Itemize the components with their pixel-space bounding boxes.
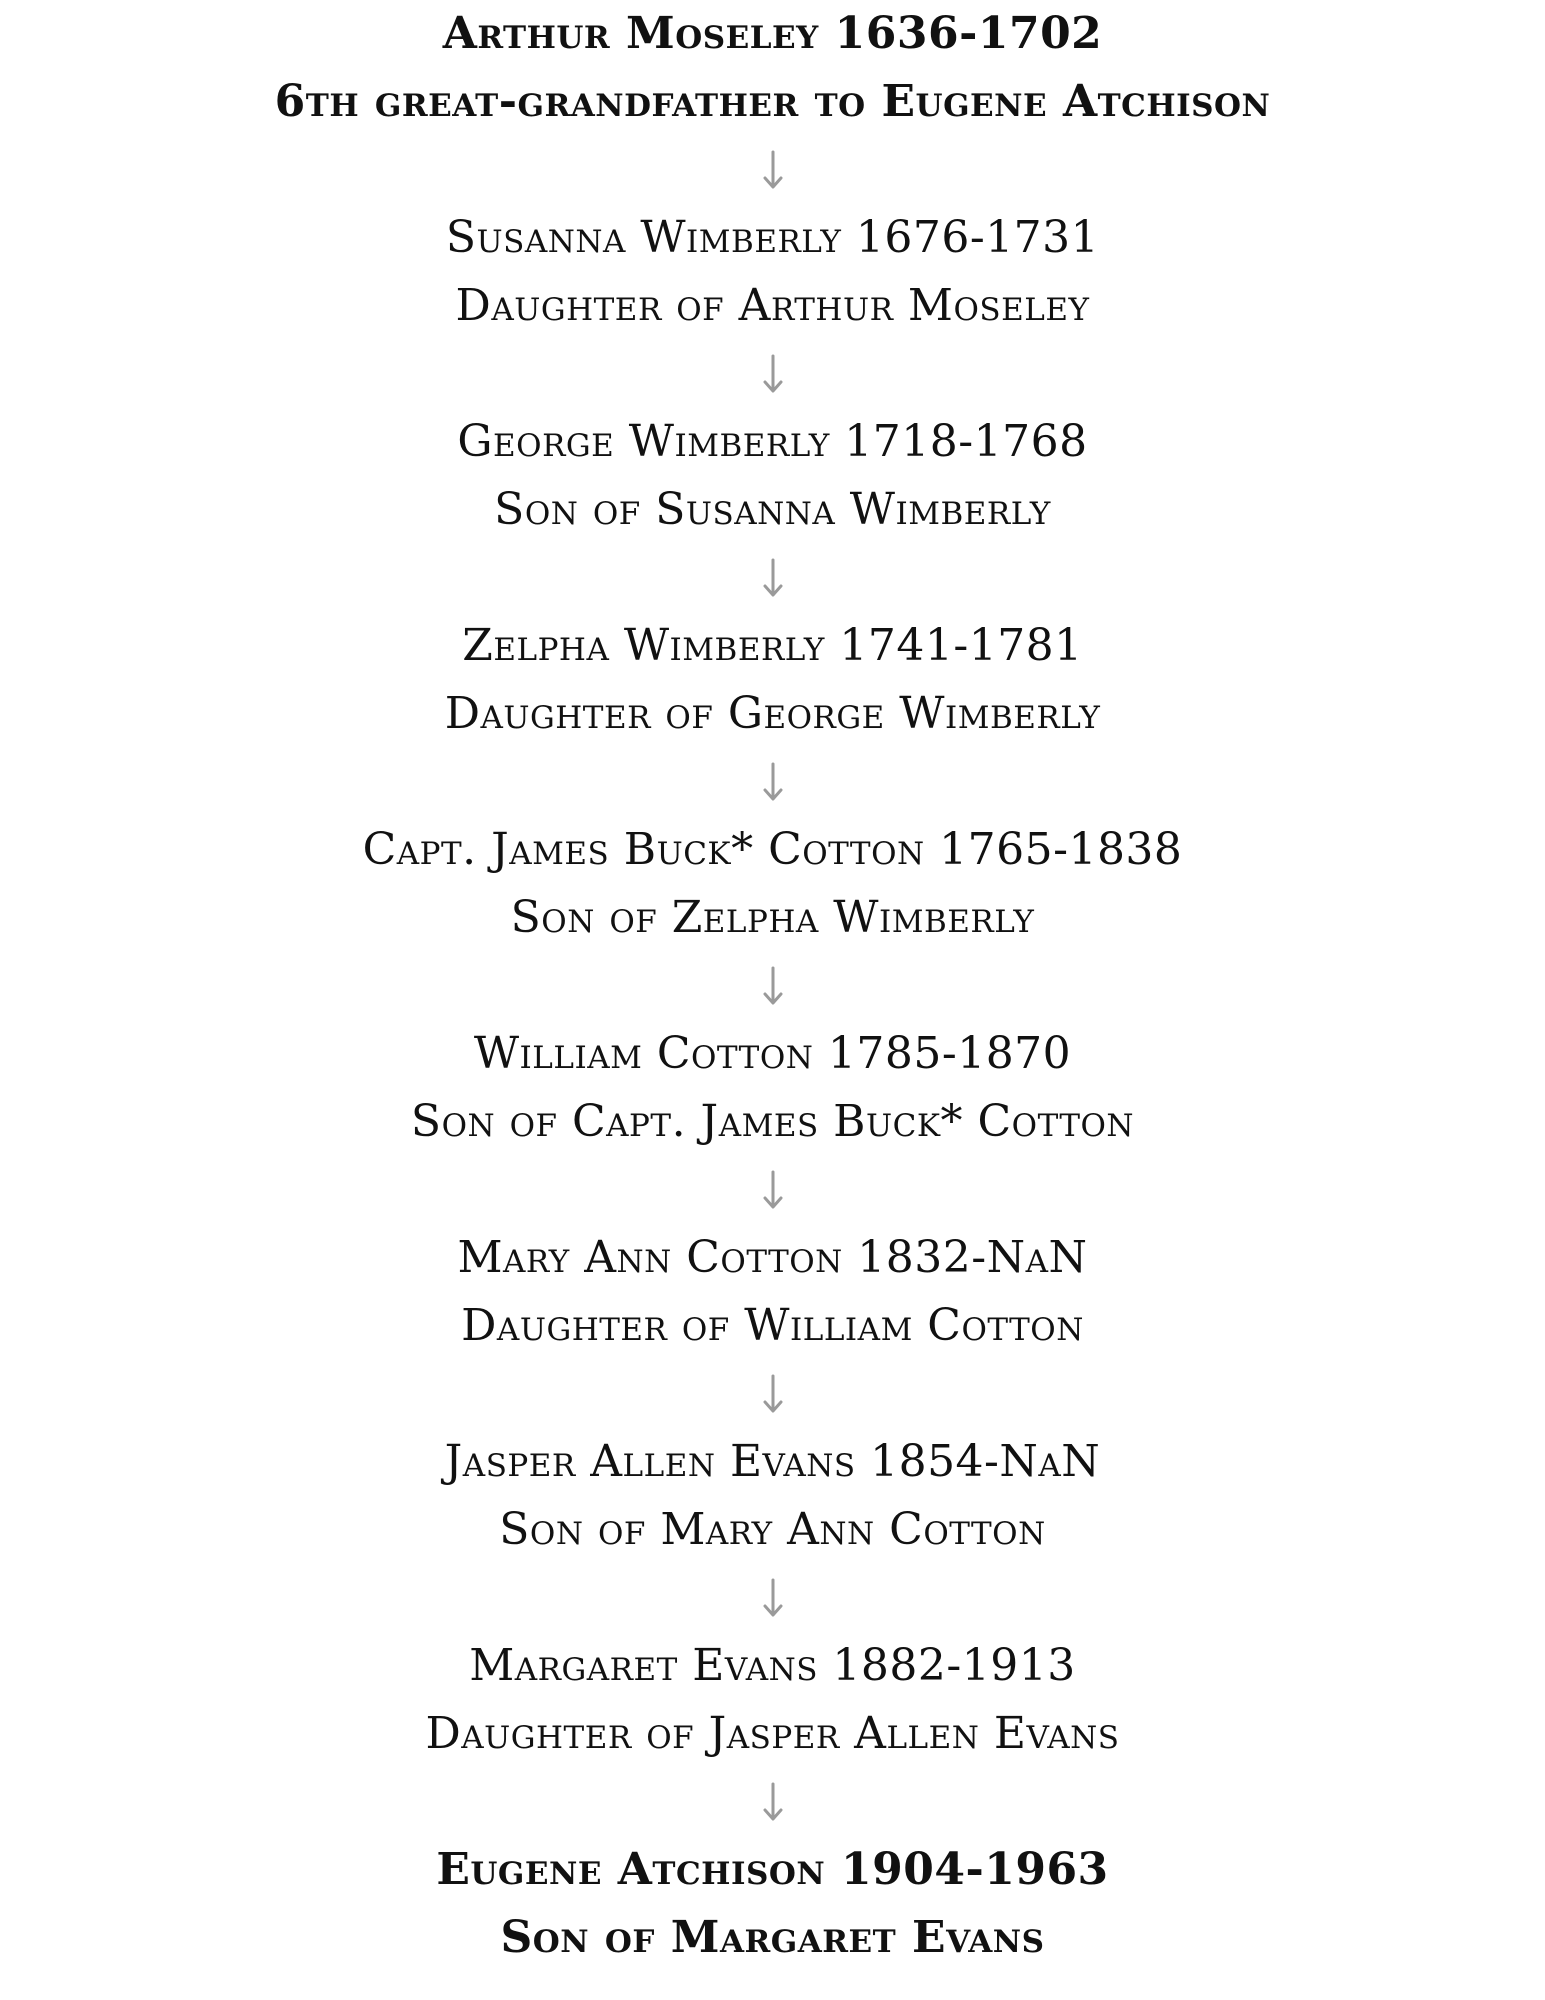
arrow-down-icon — [758, 1768, 788, 1836]
person-name-dates: Susanna Wimberly 1676-1731 — [445, 212, 1100, 263]
relation-text: Son of Mary Ann Cotton — [499, 1504, 1046, 1555]
relation-text: Daughter of William Cotton — [461, 1300, 1084, 1351]
person-name-dates: Zelpha Wimberly 1741-1781 — [462, 620, 1083, 671]
generation-entry — [457, 408, 1087, 544]
arrow-down-icon — [758, 1564, 788, 1632]
person-name-dates: Mary Ann Cotton 1832-NaN — [457, 1232, 1088, 1283]
arrow-down-icon — [758, 340, 788, 408]
generation-entry — [445, 612, 1101, 748]
generation-entry — [363, 816, 1183, 952]
person-name-dates: Eugene Atchison 1904-1963 — [436, 1844, 1109, 1895]
generation-entry — [436, 1836, 1108, 1972]
relation-text: Son of Susanna Wimberly — [494, 484, 1051, 535]
person-name-dates: George Wimberly 1718-1768 — [457, 416, 1088, 467]
relation-text: Daughter of Jasper Allen Evans — [425, 1708, 1120, 1759]
person-name-dates: Capt. James Buck* Cotton 1765-1838 — [362, 824, 1183, 875]
generation-entry — [275, 0, 1271, 136]
relation-text: Son of Margaret Evans — [500, 1912, 1045, 1963]
relation-text: Son of Zelpha Wimberly — [510, 892, 1035, 943]
person-name-dates: Arthur Moseley 1636-1702 — [442, 8, 1103, 59]
relation-text: Daughter of Arthur Moseley — [455, 280, 1090, 331]
person-name-dates: William Cotton 1785-1870 — [473, 1028, 1072, 1079]
person-name-dates: Margaret Evans 1882-1913 — [469, 1640, 1076, 1691]
relation-text: Daughter of George Wimberly — [444, 688, 1101, 739]
arrow-down-icon — [758, 748, 788, 816]
generation-entry — [411, 1020, 1134, 1156]
arrow-down-icon — [758, 136, 788, 204]
arrow-down-icon — [758, 544, 788, 612]
arrow-down-icon — [758, 952, 788, 1020]
generation-entry — [457, 1224, 1087, 1360]
relation-text: 6th great-grandfather to Eugene Atchison — [274, 76, 1271, 127]
arrow-down-icon — [758, 1156, 788, 1224]
person-name-dates: Jasper Allen Evans 1854-NaN — [444, 1436, 1101, 1487]
relation-text: Son of Capt. James Buck* Cotton — [410, 1096, 1135, 1147]
generation-entry — [425, 1632, 1119, 1768]
generation-entry — [445, 1428, 1101, 1564]
arrow-down-icon — [758, 1360, 788, 1428]
generation-entry — [446, 204, 1099, 340]
